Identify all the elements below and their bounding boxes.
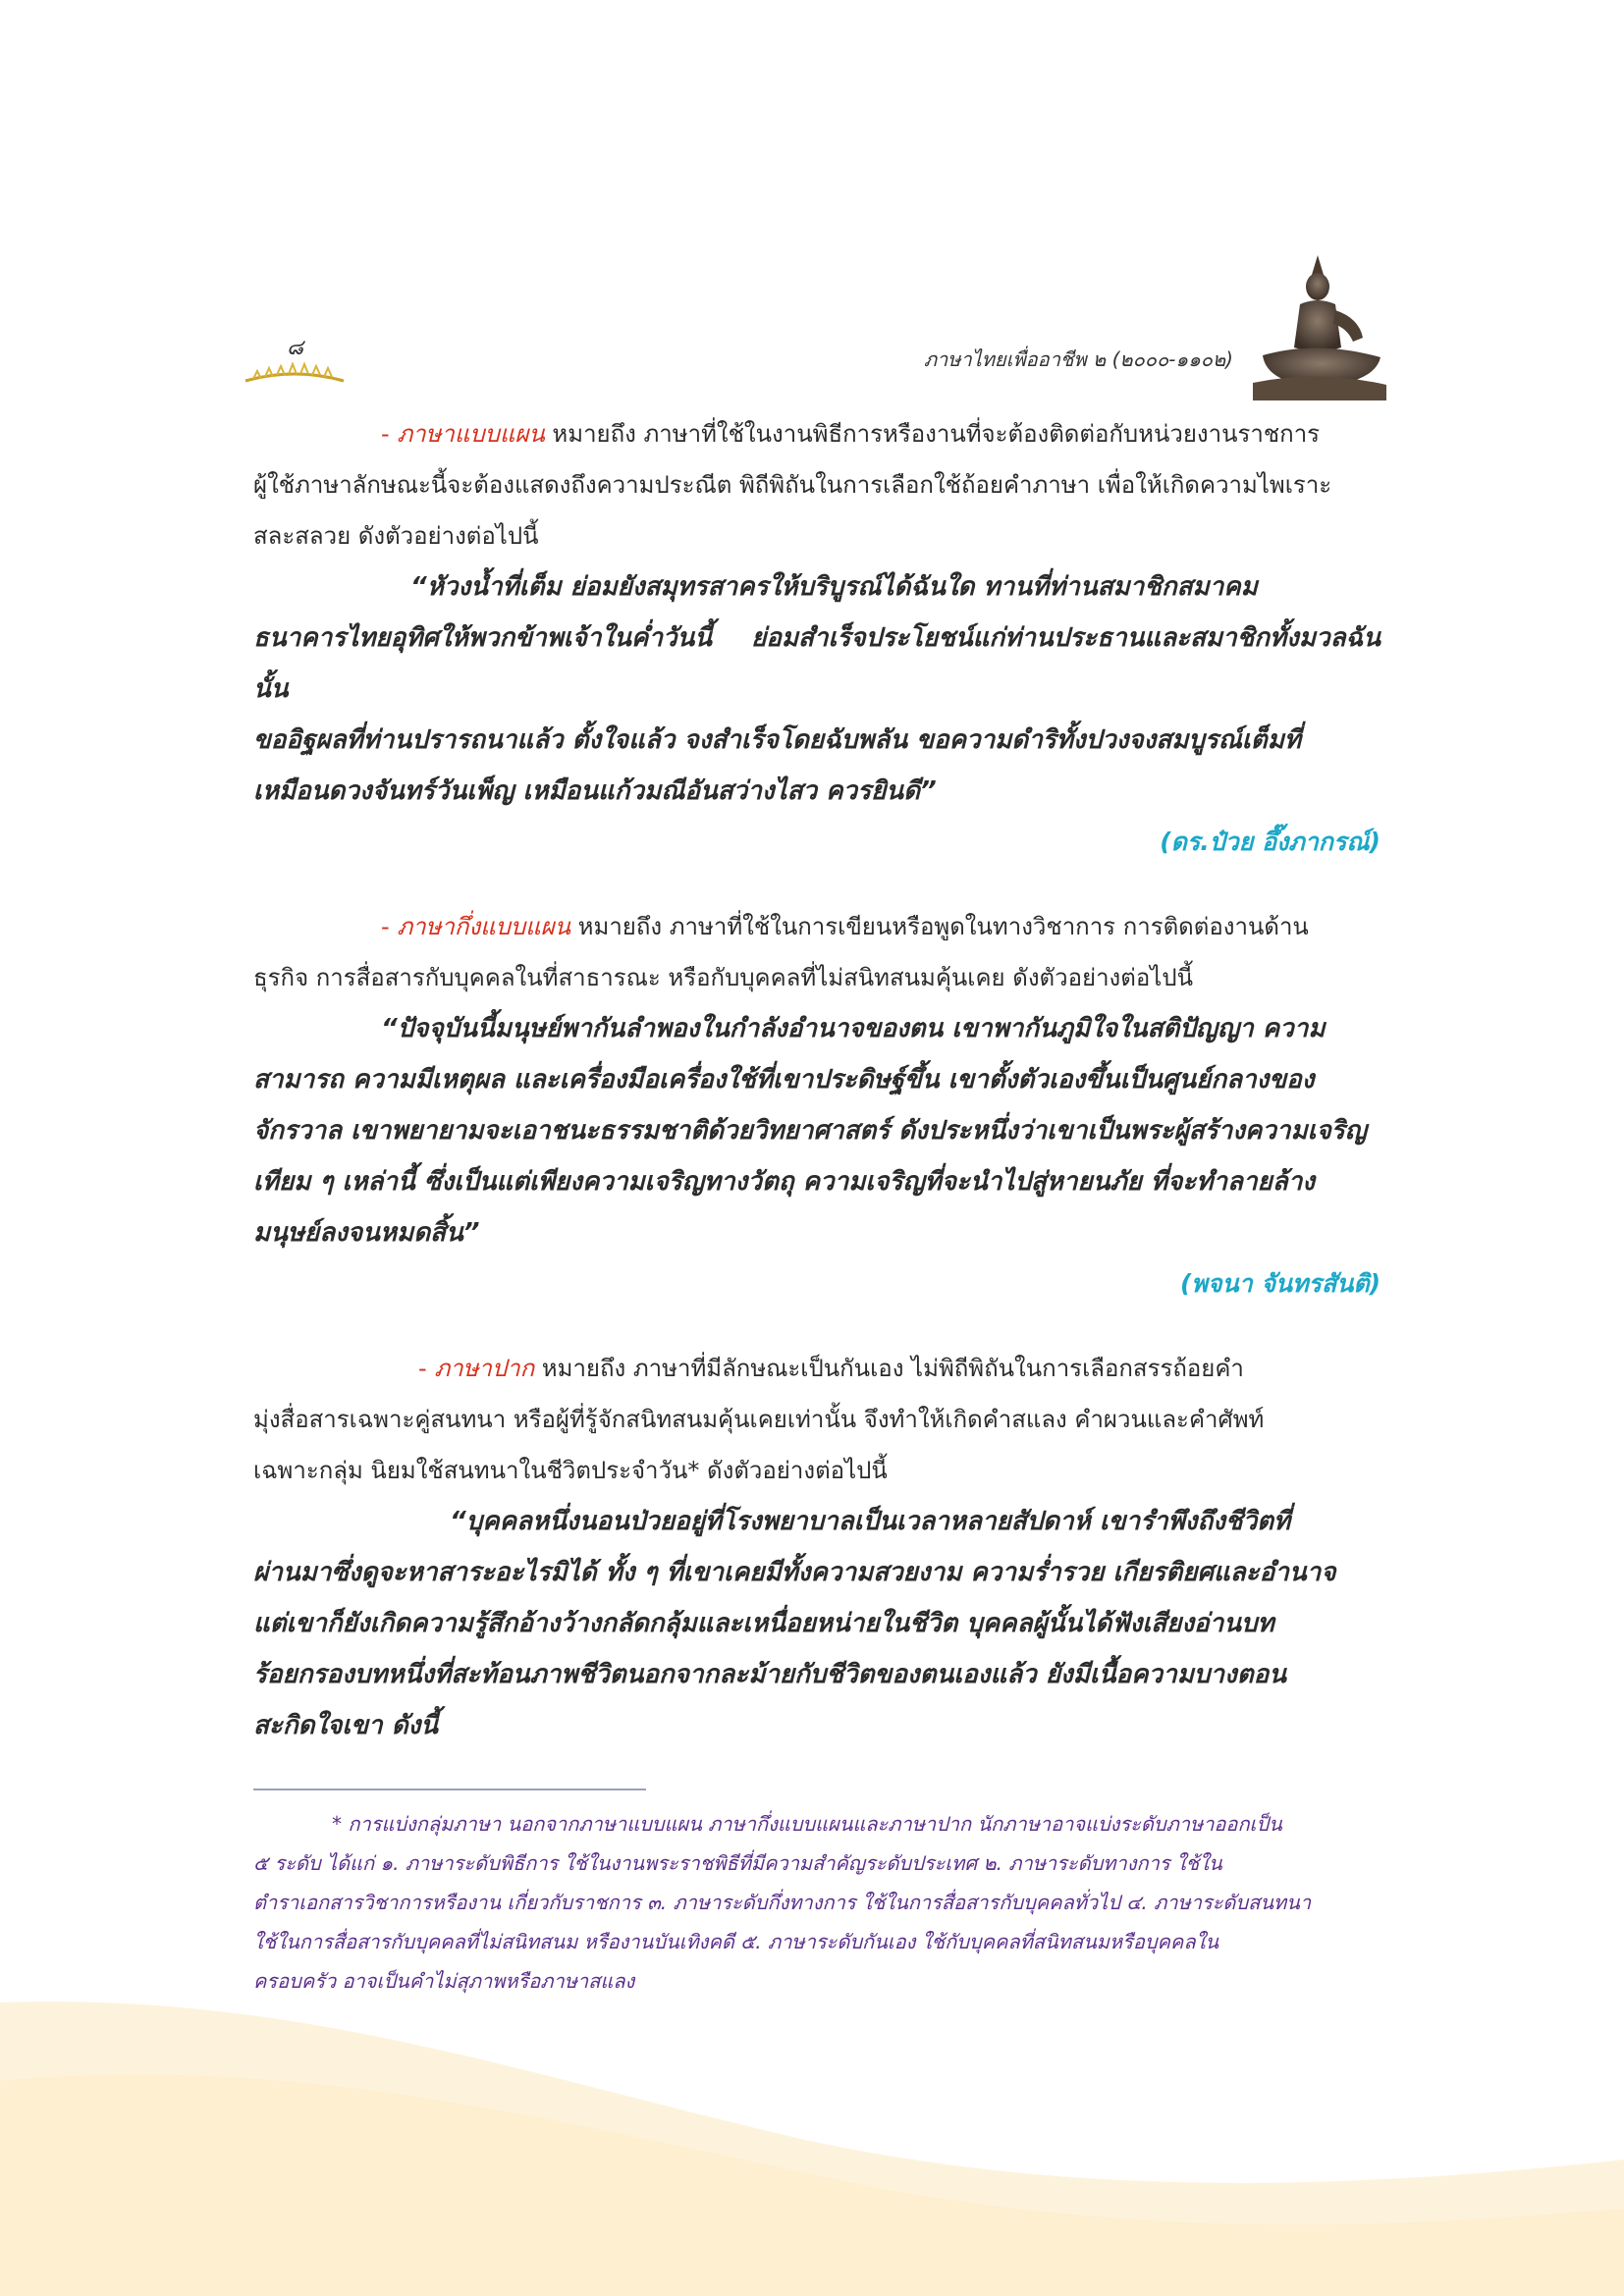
quote-line: แต่เขาก็ยังเกิดความรู้สึกอ้างว้างกลัดกลุ้มและเหนื่อยหน่ายในชีวิต บุคคลผู้นั้นได้ฟังเสียงอ่านบท (253, 1609, 1274, 1638)
quote-attribution: (ดร.ป๋วย อึ๊งภากรณ์) (1160, 828, 1380, 856)
definition-line: สละสลวย ดังตัวอย่างต่อไปนี้ (253, 522, 539, 550)
quote-line: เหมือนดวงจันทร์วันเพ็ญ เหมือนแก้วมณีอันสว่างไสว ควรยินดี” (253, 776, 937, 806)
definition-line: หมายถึง ภาษาที่ใช้ในการเขียนหรือพูดในทางวิชาการ การติดต่องานด้าน (577, 913, 1309, 940)
page-number: ๘ (287, 336, 303, 360)
quote-line: สะกิดใจเขา ดังนี้ (253, 1711, 439, 1740)
quote-line: “หัวงน้ำที่เต็ม ย่อมยังสมุทรสาครให้บริบูรณ์ได้ฉันใด ทานที่ท่านสมาชิกสมาคม (410, 572, 1258, 602)
definition-line: ธุรกิจ การสื่อสารกับบุคคลในที่สาธารณะ หรือกับบุคคลที่ไม่สนิทสนมคุ้นเคย ดังตัวอย่างต่อไปนี้ (253, 964, 1193, 991)
definition-paragraph (253, 901, 1380, 952)
term-dash: - (381, 913, 390, 940)
quote-line: ธนาคารไทยอุทิศให้พวกข้าพเจ้าในค่ำวันนี้ ย่อมสำเร็จประโยชน์แก่ท่านประธานและสมาชิกทั้งมวลฉันนั้น (253, 623, 1380, 704)
term-name: ภาษาปาก (434, 1355, 535, 1382)
quote-attribution: (พจนา จันทรสันติ) (1179, 1269, 1380, 1298)
quote-line: ผ่านมาซึ่งดูจะหาสาระอะไรมิได้ ทั้ง ๆ ที่เขาเคยมีทั้งความสวยงาม ความร่ำรวย เกียรติยศและอำนาจ (253, 1558, 1336, 1587)
quote-line: สามารถ ความมีเหตุผล และเครื่องมือเครื่องใช้ที่เขาประดิษฐ์ขึ้น เขาตั้งตัวเองขึ้นเป็นศูนย์กลางของ (253, 1065, 1315, 1095)
definition-line: ผู้ใช้ภาษาลักษณะนี้จะต้องแสดงถึงความประณีต พิถีพิถันในการเลือกใช้ถ้อยคำภาษา เพื่อให้เกิดความไพเราะ (253, 471, 1332, 499)
definition-line: เฉพาะกลุ่ม นิยมใช้สนทนาในชีวิตประจำวัน* ดังตัวอย่างต่อไปนี้ (253, 1457, 888, 1484)
definition-paragraph (253, 408, 1380, 459)
page-header (244, 330, 1233, 389)
quote-line: เทียม ๆ เหล่านี้ ซึ่งเป็นแต่เพียงความเจริญทางวัตถุ ความเจริญที่จะนำไปสู่หายนภัย ที่จะทำลายล้าง (253, 1167, 1316, 1197)
quote-line: “บุคคลหนึ่งนอนป่วยอยู่ที่โรงพยาบาลเป็นเวลาหลายสัปดาห์ เขารำพึงถึงชีวิตที่ (450, 1507, 1291, 1536)
quote-line: มนุษย์ลงจนหมดสิ้น” (253, 1218, 480, 1248)
quote-line: จักรวาล เขาพยายามจะเอาชนะธรรมชาติด้วยวิทยาศาสตร์ ดังประหนึ่งว่าเขาเป็นพระผู้สร้างความเจริญ (253, 1116, 1367, 1146)
footnote-line: ครอบครัว อาจเป็นคำไม่สุภาพหรือภาษาสแลง (253, 1969, 635, 1993)
footnote-divider (253, 1789, 646, 1790)
seated-statue-image (1243, 253, 1390, 400)
definition-line: มุ่งสื่อสารเฉพาะคู่สนทนา หรือผู้ที่รู้จักสนิทสนมคุ้นเคยเท่านั้น จึงทำให้เกิดคำสแลง คำผวนและคำศัพท์ (253, 1406, 1265, 1433)
footnote-line: * การแบ่งกลุ่มภาษา นอกจากภาษาแบบแผน ภาษากึ่งแบบแผนและภาษาปาก นักภาษาอาจแบ่งระดับภาษาออกเป็น (332, 1812, 1282, 1836)
quote-line: ขออิฐผลที่ท่านปรารถนาแล้ว ตั้งใจแล้ว จงสำเร็จโดยฉับพลัน ขอความดำริทั้งปวงจงสมบูรณ์เต็มที่ (253, 725, 1301, 755)
definition-line: หมายถึง ภาษาที่มีลักษณะเป็นกันเอง ไม่พิถีพิถันในการเลือกสรรถ้อยคำ (541, 1355, 1244, 1382)
footnote-line: ๕ ระดับ ได้แก่ ๑. ภาษาระดับพิธีการ ใช้ในงานพระราชพิธีที่มีความสำคัญระดับประเทศ ๒. ภาษาระดับทางการ ใช้ใน (253, 1851, 1222, 1875)
definition-paragraph (253, 1343, 1380, 1394)
term-dash: - (418, 1355, 427, 1382)
header-ornament-icon (244, 359, 346, 385)
term-name: ภาษากึ่งแบบแผน (397, 913, 571, 940)
quote-line: ร้อยกรองบทหนึ่งที่สะท้อนภาพชีวิตนอกจากละม้ายกับชีวิตของตนเองแล้ว ยังมีเนื้อความบางตอน (253, 1660, 1286, 1689)
definition-line: หมายถึง ภาษาที่ใช้ในงานพิธีการหรืองานที่จะต้องติดต่อกับหน่วยงานราชการ (552, 420, 1321, 448)
footnote (253, 1804, 1380, 2001)
quote-line: “ปัจจุบันนี้มนุษย์พากันลำพองในกำลังอำนาจของตน เขาพากันภูมิใจในสติปัญญา ความ (381, 1014, 1326, 1043)
main-content (253, 408, 1380, 1751)
term-name: ภาษาแบบแผน (397, 420, 545, 448)
term-dash: - (381, 420, 390, 448)
running-title: ภาษาไทยเพื่ออาชีพ ๒ (๒๐๐๐-๑๑๐๒) (923, 347, 1233, 371)
footnote-line: ตำราเอกสารวิชาการหรืองาน เกี่ยวกับราชการ ๓. ภาษาระดับกึ่งทางการ ใช้ในการสื่อสารกับบุคคลทั่วไป ๔. ภาษาระดับสนทนา (253, 1891, 1312, 1914)
footnote-line: ใช้ในการสื่อสารกับบุคคลที่ไม่สนิทสนม หรืองานบันเทิงคดี ๕. ภาษาระดับกันเอง ใช้กับบุคคลที่สนิทสนมหรือบุคคลใน (253, 1930, 1219, 1953)
